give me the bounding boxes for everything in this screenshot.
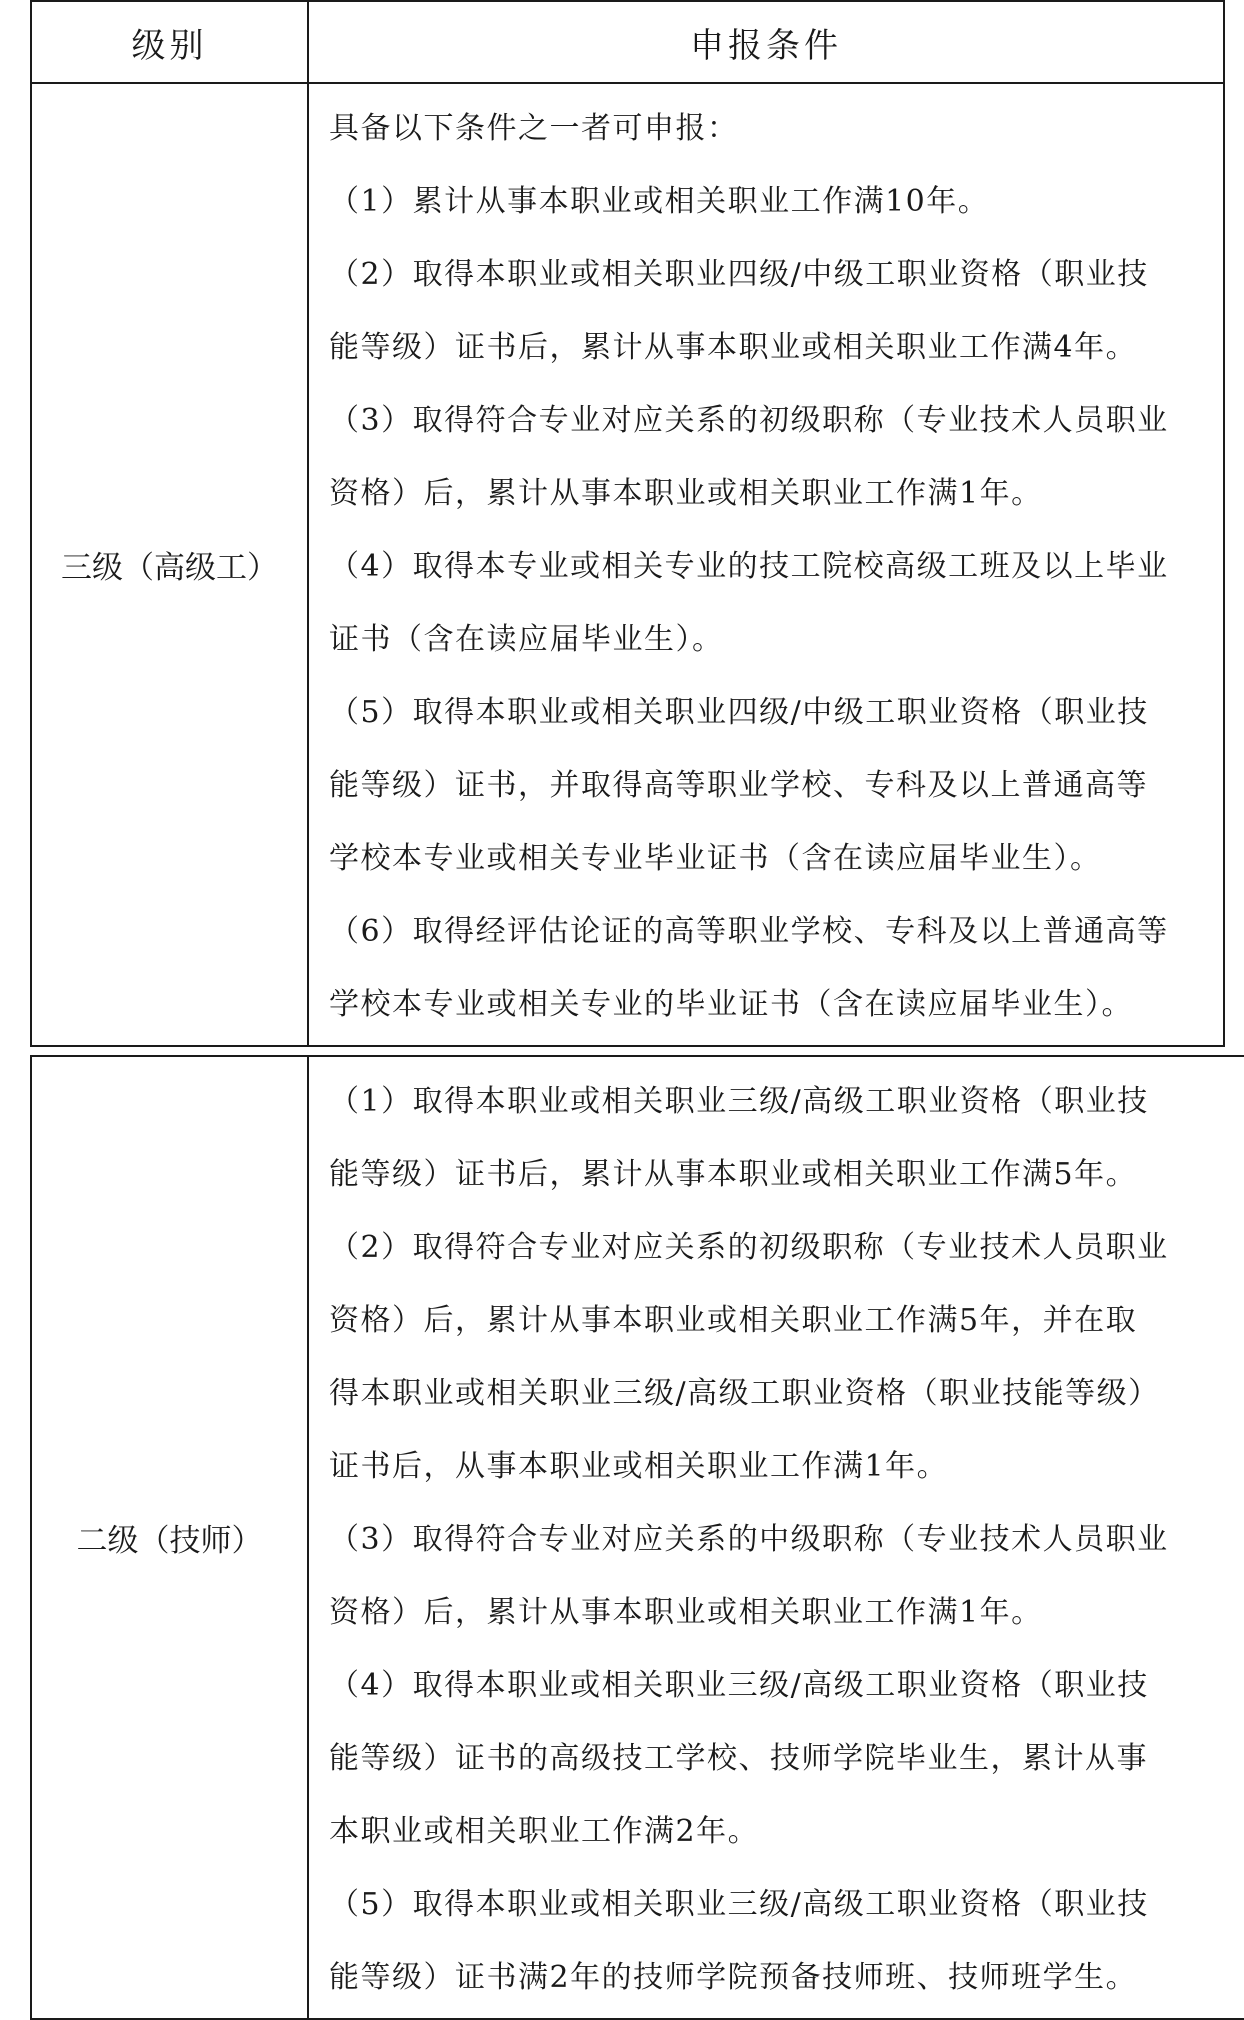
condition-line: 能等级）证书的高级技工学校、技师学院毕业生，累计从事 — [329, 1741, 1148, 1776]
requirements-table-part-2 — [30, 1055, 1244, 2020]
conditions-cell — [308, 1056, 1244, 2019]
condition-line: 资格）后，累计从事本职业或相关职业工作满5年，并在取 — [329, 1303, 1138, 1338]
condition-line: 证书后，从事本职业或相关职业工作满1年。 — [329, 1449, 949, 1484]
condition-line: 能等级）证书，并取得高等职业学校、专科及以上普通高等 — [329, 768, 1148, 803]
condition-line: 学校本专业或相关专业的毕业证书（含在读应届毕业生）。 — [329, 987, 1133, 1022]
condition-line: 能等级）证书后，累计从事本职业或相关职业工作满5年。 — [329, 1157, 1138, 1192]
condition-line: 证书（含在读应届毕业生）。 — [329, 622, 724, 657]
condition-line: 能等级）证书后，累计从事本职业或相关职业工作满4年。 — [329, 330, 1138, 365]
conditions-cell — [308, 83, 1224, 1046]
condition-line: 能等级）证书满2年的技师学院预备技师班、技师班学生。 — [329, 1960, 1138, 1995]
header-level: 级别 — [31, 1, 308, 83]
table-row — [31, 83, 1224, 1046]
condition-line: （4）取得本职业或相关职业三级/高级工职业资格（职业技 — [329, 1668, 1149, 1703]
condition-line: （2）取得本职业或相关职业四级/中级工职业资格（职业技 — [329, 257, 1149, 292]
condition-line: 具备以下条件之一者可申报： — [329, 111, 739, 146]
condition-line: （5）取得本职业或相关职业三级/高级工职业资格（职业技 — [329, 1887, 1149, 1922]
condition-line: （2）取得符合专业对应关系的初级职称（专业技术人员职业 — [329, 1230, 1169, 1265]
condition-line: （6）取得经评估论证的高等职业学校、专科及以上普通高等 — [329, 914, 1169, 949]
requirements-table-part-1 — [30, 0, 1225, 1047]
condition-line: （3）取得符合专业对应关系的中级职称（专业技术人员职业 — [329, 1522, 1169, 1557]
condition-line: 学校本专业或相关专业毕业证书（含在读应届毕业生）。 — [329, 841, 1102, 876]
header-conditions: 申报条件 — [308, 1, 1224, 83]
condition-line: 本职业或相关职业工作满2年。 — [329, 1814, 760, 1849]
level-cell: 二级（技师） — [31, 1056, 308, 2019]
condition-line: 得本职业或相关职业三级/高级工职业资格（职业技能等级） — [329, 1376, 1160, 1411]
level-cell: 三级（高级工） — [31, 83, 308, 1046]
table-header-row — [31, 1, 1224, 83]
condition-line: 资格）后，累计从事本职业或相关职业工作满1年。 — [329, 476, 1043, 511]
condition-line: （1）累计从事本职业或相关职业工作满10年。 — [329, 184, 990, 219]
table-row — [31, 1056, 1244, 2019]
condition-line: （4）取得本专业或相关专业的技工院校高级工班及以上毕业 — [329, 549, 1169, 584]
condition-line: （1）取得本职业或相关职业三级/高级工职业资格（职业技 — [329, 1084, 1149, 1119]
condition-line: （5）取得本职业或相关职业四级/中级工职业资格（职业技 — [329, 695, 1149, 730]
condition-line: 资格）后，累计从事本职业或相关职业工作满1年。 — [329, 1595, 1043, 1630]
condition-line: （3）取得符合专业对应关系的初级职称（专业技术人员职业 — [329, 403, 1169, 438]
